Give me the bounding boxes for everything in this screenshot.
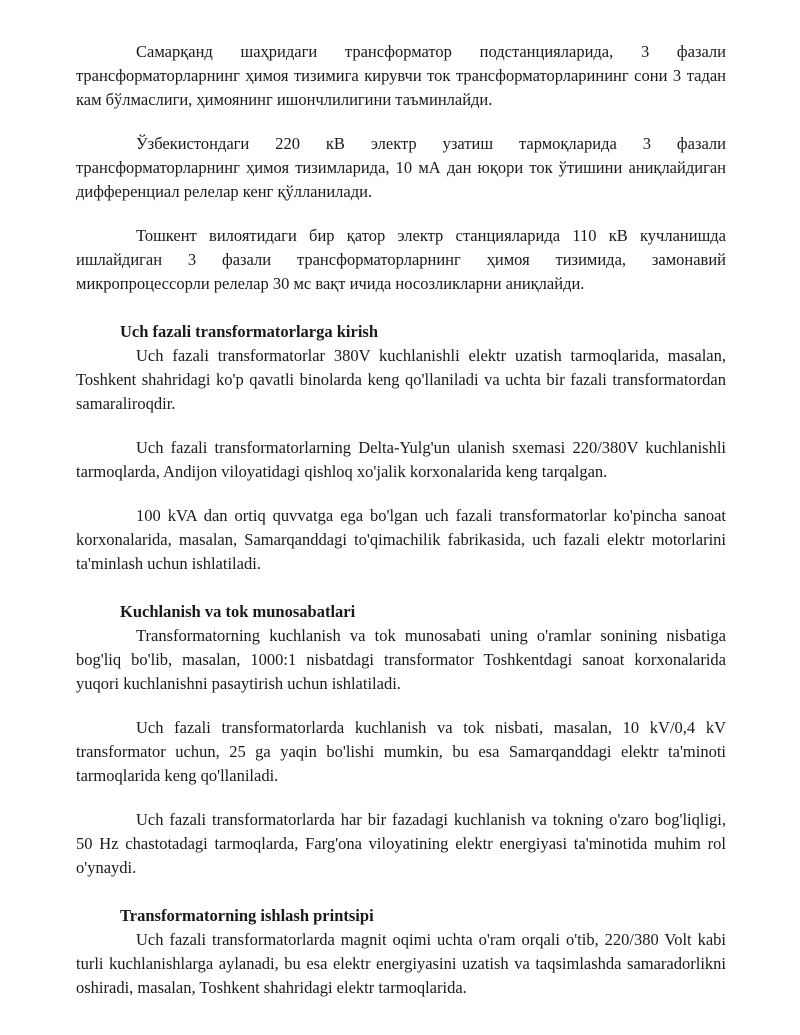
section-heading-voltage-current: Kuchlanish va tok munosabatlari (120, 602, 356, 621)
paragraph-vc-3: Uch fazali transformatorlarda har bir fazadagi kuchlanish va tokning o'zaro bog'liqligi, 50 Hz chastotadagi tarmoqlarda, Farg'ona viloyatining elektr energiyasi ta'minotida muhim rol o'ynaydi. (76, 810, 726, 877)
paragraph-cyr-3: Тошкент вилоятидаги бир қатор электр станцияларида 110 кВ кучланишда ишлайдиган 3 фазали трансформаторларнинг ҳимоя тизимида, замонавий микропроцессорли релелар 30 мс вақт ичида носозликларни аниқлайди. (76, 226, 726, 293)
paragraph-vc-2: Uch fazali transformatorlarda kuchlanish va tok nisbati, masalan, 10 kV/0,4 kV transformator uchun, 25 ga yaqin bo'lishi mumkin, bu esa Samarqanddagi elektr ta'minoti tarmoqlarida keng qo'llaniladi. (76, 718, 726, 785)
paragraph-intro-2: Uch fazali transformatorlarning Delta-Yulg'un ulanish sxemasi 220/380V kuchlanishli tarmoqlarda, Andijon viloyatidagi qishloq xo'jalik korxonalarida keng tarqalgan. (76, 438, 726, 481)
paragraph-vc-1: Transformatorning kuchlanish va tok munosabati uning o'ramlar sonining nisbatiga bog'liq bo'lib, masalan, 1000:1 nisbatdagi transformator Toshkentdagi sanoat korxonalarida yuqori kuchlanishni pasaytirish uchun ishlatiladi. (76, 626, 726, 693)
paragraph-cyr-2: Ўзбекистондаги 220 кВ электр узатиш тармоқларида 3 фазали трансформаторларнинг ҳимоя тизимларида, 10 мА дан юқори ток ўтишини аниқлайдиган дифференциал релелар кенг қўлланилади. (76, 134, 726, 201)
section-heading-intro: Uch fazali transformatorlarga kirish (120, 322, 378, 341)
paragraph-intro-3: 100 kVA dan ortiq quvvatga ega bo'lgan uch fazali transformatorlar ko'pincha sanoat korxonalarida, masalan, Samarqanddagi to'qimachilik fabrikasida, uch fazali elektr motorlarini ta'minlash uchun ishlatiladi. (76, 506, 726, 573)
document-page (76, 40, 726, 1000)
paragraph-cyr-1: Самарқанд шаҳридаги трансформатор подстанцияларида, 3 фазали трансформаторларнинг ҳимоя тизимига кирувчи ток трансформаторларининг сони 3 тадан кам бўлмаслиги, ҳимоянинг ишончлилигини таъминлайди. (76, 42, 726, 109)
section-heading-principle: Transformatorning ishlash printsipi (120, 906, 374, 925)
paragraph-intro-1: Uch fazali transformatorlar 380V kuchlanishli elektr uzatish tarmoqlarida, masalan, Toshkent shahridagi ko'p qavatli binolarda keng qo'llaniladi va uchta bir fazali transformatordan samaraliroqdir. (76, 346, 726, 413)
paragraph-principle-1: Uch fazali transformatorlarda magnit oqimi uchta o'ram orqali o'tib, 220/380 Volt kabi turli kuchlanishlarga aylanadi, bu esa elektr energiyasini uzatish va taqsimlashda samaradorlikni oshiradi, masalan, Toshkent shahridagi elektr tarmoqlarida. (76, 930, 726, 997)
